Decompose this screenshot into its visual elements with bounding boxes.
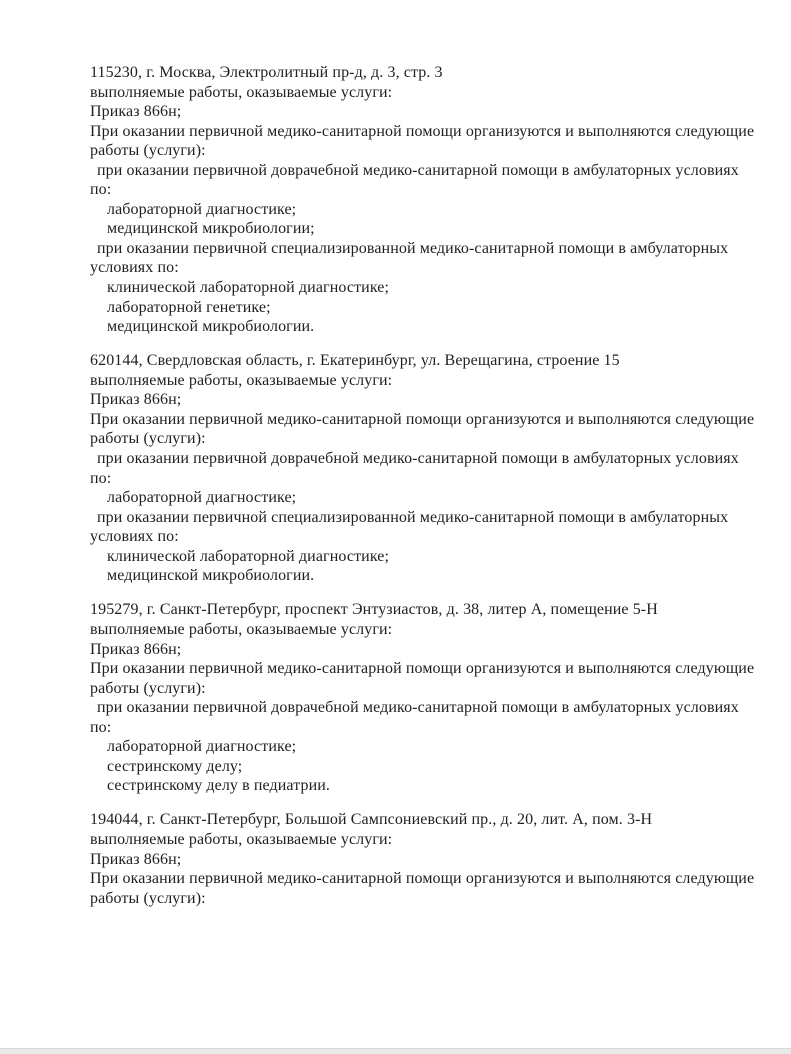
document-line: выполняемые работы, оказываемые услуги: — [90, 371, 393, 389]
document-line: при оказании первичной доврачебной медико-санитарной помощи в амбулаторных условиях — [97, 161, 739, 179]
document-line: работы (услуги): — [90, 889, 206, 907]
document-line: лабораторной генетике; — [107, 298, 271, 316]
document-line: При оказании первичной медико-санитарной помощи организуются и выполняются следующие — [90, 660, 755, 678]
license-address-block — [90, 600, 755, 795]
license-address-block — [90, 810, 755, 908]
document-line: работы (услуги): — [90, 142, 206, 160]
document-line: при оказании первичной доврачебной медико-санитарной помощи в амбулаторных условиях — [97, 699, 739, 717]
document-line: лабораторной диагностике; — [107, 738, 297, 756]
license-address-block — [90, 351, 755, 586]
document-line: при оказании первичной специализированной медико-санитарной помощи в амбулаторных — [97, 508, 729, 526]
document-line: сестринскому делу в педиатрии. — [107, 777, 331, 795]
document-line: При оказании первичной медико-санитарной помощи организуются и выполняются следующие — [90, 870, 755, 888]
document-line: медицинской микробиологии. — [107, 318, 315, 336]
document-line: работы (услуги): — [90, 679, 206, 697]
document-line: Приказ 866н; — [90, 103, 182, 121]
document-line: лабораторной диагностике; — [107, 200, 297, 218]
document-line: выполняемые работы, оказываемые услуги: — [90, 620, 393, 638]
document-line: медицинской микробиологии. — [107, 567, 315, 585]
document-line: Приказ 866н; — [90, 391, 182, 409]
license-address-block — [90, 63, 755, 337]
document-line: по: — [90, 181, 112, 199]
document-line: лабораторной диагностике; — [107, 489, 297, 507]
document-line: При оказании первичной медико-санитарной помощи организуются и выполняются следующие — [90, 410, 755, 428]
document-line: по: — [90, 718, 112, 736]
document-line: сестринскому делу; — [107, 757, 243, 775]
address-line: 115230, г. Москва, Электролитный пр-д, д. 3, стр. 3 — [90, 64, 443, 81]
document-line: работы (услуги): — [90, 430, 206, 448]
document-line: выполняемые работы, оказываемые услуги: — [90, 83, 393, 101]
address-line: 195279, г. Санкт-Петербург, проспект Энтузиастов, д. 38, литер А, помещение 5-Н — [90, 601, 658, 619]
horizontal-scrollbar[interactable] — [0, 1048, 791, 1054]
document-line: Приказ 866н; — [90, 850, 182, 868]
document-line: по: — [90, 469, 112, 487]
document-line: Приказ 866н; — [90, 640, 182, 658]
address-line: 194044, г. Санкт-Петербург, Большой Сампсониевский пр., д. 20, лит. А, пом. 3-Н — [90, 811, 653, 829]
document-line: клинической лабораторной диагностике; — [107, 279, 390, 297]
document-line: При оказании первичной медико-санитарной помощи организуются и выполняются следующие — [90, 122, 755, 140]
document-line: медицинской микробиологии; — [107, 220, 315, 238]
document-line: клинической лабораторной диагностике; — [107, 547, 390, 565]
document-line: при оказании первичной доврачебной медико-санитарной помощи в амбулаторных условиях — [97, 449, 739, 467]
document-line: при оказании первичной специализированной медико-санитарной помощи в амбулаторных — [97, 239, 729, 257]
address-line: 620144, Свердловская область, г. Екатеринбург, ул. Верещагина, строение 15 — [90, 352, 620, 370]
document-line: условиях по: — [90, 528, 179, 546]
document-line: выполняемые работы, оказываемые услуги: — [90, 831, 393, 849]
document-line: условиях по: — [90, 259, 179, 277]
